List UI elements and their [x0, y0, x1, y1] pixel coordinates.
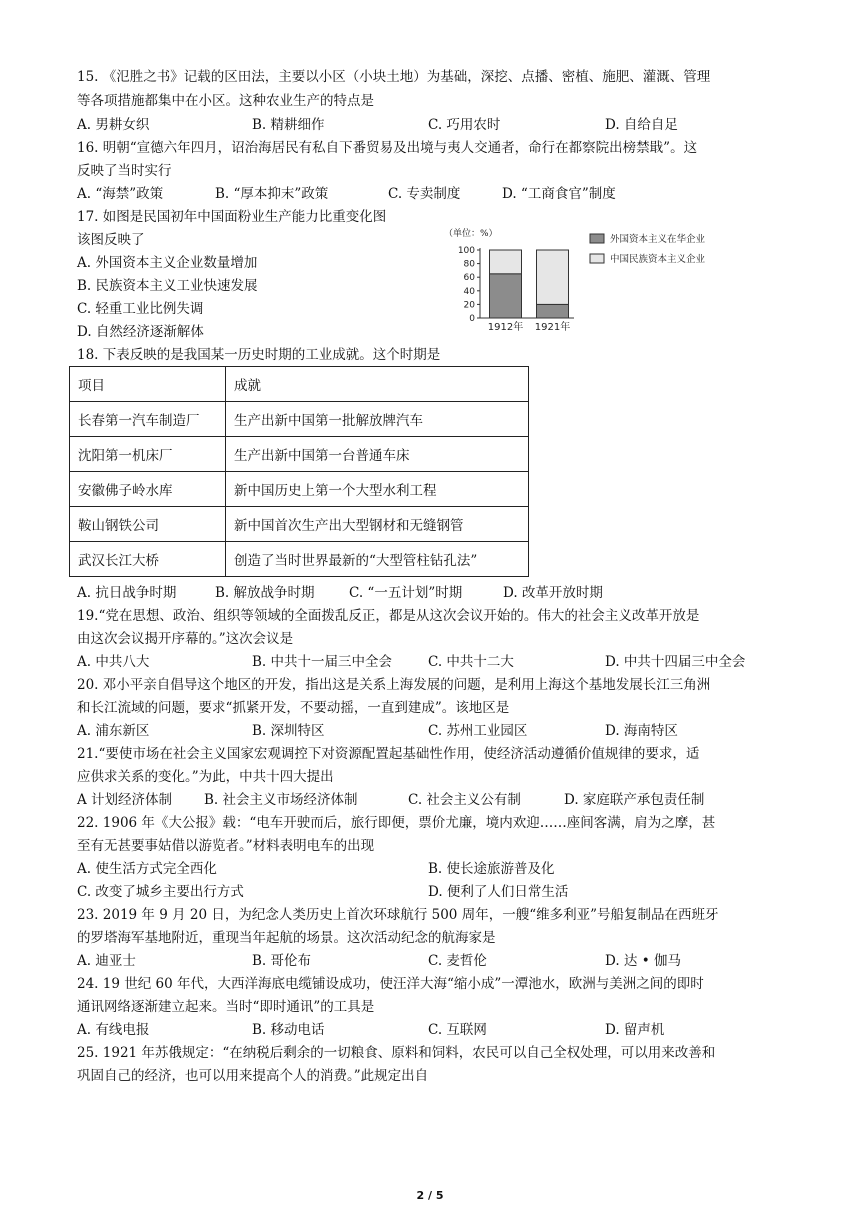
chart-legend-label: 中国民族资本主义企业	[610, 254, 706, 265]
q21-option-a[interactable]: A 计划经济体制	[77, 792, 173, 808]
q24-option-d[interactable]: D. 留声机	[605, 1022, 665, 1038]
q19-option-c[interactable]: C. 中共十二大	[428, 654, 514, 670]
q20-stem-line2: 和长江流域的问题，要求“抓紧开发，不要动摇，一直到建成”。该地区是	[77, 700, 510, 716]
q23-option-c[interactable]: C. 麦哲伦	[428, 953, 487, 969]
q18-option-a[interactable]: A. 抗日战争时期	[77, 585, 177, 601]
chart-legend	[590, 233, 706, 265]
q24-stem-line1: 24. 19 世纪 60 年代，大西洋海底电缆铺设成功，使汪洋大海“缩小成”一潭池水，欧洲与美洲之间的即时	[77, 976, 704, 992]
q22-options-row2	[77, 883, 787, 901]
chart-legend-swatch	[590, 254, 604, 263]
table-cell-achievement: 新中国历史上第一个大型水利工程	[226, 472, 529, 507]
q18-stem: 18. 下表反映的是我国某一历史时期的工业成就。这个时期是	[77, 347, 441, 363]
q24-stem-line2: 通讯网络逐渐建立起来。当时“即时通讯”的工具是	[77, 999, 375, 1015]
q24-option-a[interactable]: A. 有线电报	[77, 1022, 150, 1038]
chart-x-tick-label: 1912年	[487, 322, 524, 333]
q21-option-c[interactable]: C. 社会主义公有制	[408, 792, 521, 808]
q18-option-b[interactable]: B. 解放战争时期	[215, 585, 315, 601]
q20-option-b[interactable]: B. 深圳特区	[252, 723, 325, 739]
q17-option-d[interactable]: D. 自然经济逐渐解体	[77, 324, 204, 340]
table-header-item: 项目	[70, 367, 226, 402]
chart-bars	[490, 250, 569, 318]
q17-option-b[interactable]: B. 民族资本主义工业快速发展	[77, 278, 258, 294]
chart-unit-label: （单位：%）	[444, 229, 498, 239]
q16-stem-line1: 16. 明朝“宣德六年四月，诏治海居民有私自下番贸易及出境与夷人交通者，命行在都察院出榜禁戢”。这	[77, 140, 698, 156]
q15-option-c[interactable]: C. 巧用农时	[428, 117, 501, 133]
q16-option-c[interactable]: C. 专卖制度	[388, 186, 461, 202]
chart-y-tick-label: 60	[463, 273, 475, 284]
q25-stem-line1: 25. 1921 年苏俄规定：“在纳税后剩余的一切粮食、原料和饲料，农民可以自己全权处理，可以用来改善和	[77, 1045, 716, 1061]
chart-bar-segment	[537, 250, 569, 304]
q21-stem-line1: 21.“要使市场在社会主义国家宏观调控下对资源配置起基础性作用，使经济活动遵循价值规律的要求，适	[77, 746, 700, 762]
q15-option-d[interactable]: D. 自给自足	[605, 117, 678, 133]
q20-options	[77, 722, 787, 740]
q24-option-c[interactable]: C. 互联网	[428, 1022, 487, 1038]
chart-x-tick-label: 1921年	[534, 322, 571, 333]
q21-option-d[interactable]: D. 家庭联产承包责任制	[564, 792, 705, 808]
q24-options	[77, 1021, 787, 1039]
q15-option-b[interactable]: B. 精耕细作	[252, 117, 325, 133]
chart-y-tick-label: 20	[463, 300, 475, 311]
chart-legend-swatch	[590, 234, 604, 243]
q16-option-a[interactable]: A. “海禁”政策	[77, 186, 164, 202]
q15-stem-line2: 等各项措施都集中在小区。这种农业生产的特点是	[77, 93, 374, 109]
q20-option-a[interactable]: A. 浦东新区	[77, 723, 150, 739]
q15-options	[77, 116, 787, 134]
q19-stem-line1: 19.“党在思想、政治、组织等领域的全面拨乱反正，都是从这次会议开始的。伟大的社会主义改革开放是	[77, 608, 700, 624]
q25-stem-line2: 巩固自己的经济，也可以用来提高个人的消费。”此规定出自	[77, 1068, 429, 1084]
page-number: 2 / 5	[416, 1189, 444, 1202]
table-cell-achievement: 生产出新中国第一台普通车床	[226, 437, 529, 472]
table-cell-achievement: 生产出新中国第一批解放牌汽车	[226, 402, 529, 437]
chart-bar-segment	[490, 274, 522, 318]
table-row	[70, 542, 529, 577]
q21-stem-line2: 应供求关系的变化。”为此，中共十四大提出	[77, 769, 334, 785]
q15-stem-line1: 15. 《氾胜之书》记载的区田法，主要以小区（小块土地）为基础，深挖、点播、密植、施肥、灌溉、管理	[77, 69, 711, 85]
q20-option-d[interactable]: D. 海南特区	[605, 723, 678, 739]
q19-stem-line2: 由这次会议揭开序幕的。”这次会议是	[77, 631, 294, 647]
q20-option-c[interactable]: C. 苏州工业园区	[428, 723, 528, 739]
table-row	[70, 402, 529, 437]
q22-option-d[interactable]: D. 便利了人们日常生活	[428, 884, 569, 900]
q23-option-d[interactable]: D. 达 • 伽马	[605, 953, 681, 969]
flour-industry-capacity-chart	[440, 226, 770, 334]
q22-stem-line2: 至有无甚要事姑借以游览者。”材料表明电车的出现	[77, 838, 375, 854]
q20-stem-line1: 20. 邓小平亲自倡导这个地区的开发，指出这是关系上海发展的问题，是利用上海这个基地发展长江三角洲	[77, 677, 711, 693]
table-cell-achievement: 新中国首次生产出大型钢材和无缝钢管	[226, 507, 529, 542]
industrial-achievements-table	[69, 366, 529, 577]
table-cell-item: 鞍山钢铁公司	[70, 507, 226, 542]
q23-options	[77, 952, 787, 970]
table-header-achievement: 成就	[226, 367, 529, 402]
table-cell-achievement: 创造了当时世界最新的“大型管柱钻孔法”	[226, 542, 529, 577]
q22-options-row1	[77, 860, 787, 878]
q23-stem-line2: 的罗塔海军基地附近，重现当年起航的场景。这次活动纪念的航海家是	[77, 930, 496, 946]
table-row	[70, 437, 529, 472]
q19-options	[77, 653, 787, 671]
chart-y-tick-label: 40	[463, 286, 475, 297]
q17-option-c[interactable]: C. 轻重工业比例失调	[77, 301, 204, 317]
table-row	[70, 507, 529, 542]
q22-stem-line1: 22. 1906 年《大公报》载：“电车开驶而后，旅行即便，票价尤廉，境内欢迎……座间客满，肩为之摩，甚	[77, 815, 716, 831]
table-cell-item: 沈阳第一机床厂	[70, 437, 226, 472]
q17-stem-line2: 该图反映了	[77, 232, 145, 248]
q23-option-a[interactable]: A. 迪亚士	[77, 953, 136, 969]
table-row	[70, 472, 529, 507]
q24-option-b[interactable]: B. 移动电话	[252, 1022, 325, 1038]
q22-option-a[interactable]: A. 使生活方式完全西化	[77, 861, 217, 877]
q15-option-a[interactable]: A. 男耕女织	[77, 117, 150, 133]
chart-legend-label: 外国资本主义在华企业	[610, 234, 706, 245]
q16-option-b[interactable]: B. “厚本抑末”政策	[215, 186, 329, 202]
q21-options	[77, 791, 787, 809]
q17-option-a[interactable]: A. 外国资本主义企业数量增加	[77, 255, 258, 271]
q23-option-b[interactable]: B. 哥伦布	[252, 953, 312, 969]
q18-options	[77, 584, 787, 602]
q16-stem-line2: 反映了当时实行	[77, 163, 172, 179]
q18-option-c[interactable]: C. “一五计划”时期	[349, 585, 463, 601]
table-cell-item: 安徽佛子岭水库	[70, 472, 226, 507]
chart-bar-segment	[490, 250, 522, 274]
q18-option-d[interactable]: D. 改革开放时期	[503, 585, 603, 601]
table-cell-item: 武汉长江大桥	[70, 542, 226, 577]
chart-y-tick-label: 80	[463, 259, 475, 270]
table-header-row	[70, 367, 529, 402]
chart-y-tick-label: 100	[457, 246, 475, 256]
q19-option-d[interactable]: D. 中共十四届三中全会	[605, 654, 746, 670]
chart-bar-segment	[537, 304, 569, 318]
q22-option-b[interactable]: B. 使长途旅游普及化	[428, 861, 555, 877]
q16-options	[77, 185, 787, 203]
q23-stem-line1: 23. 2019 年 9 月 20 日，为纪念人类历史上首次环球航行 500 周年，一艘“维多利亚”号船复制品在西班牙	[77, 907, 719, 923]
table-cell-item: 长春第一汽车制造厂	[70, 402, 226, 437]
q21-option-b[interactable]: B. 社会主义市场经济体制	[204, 792, 358, 808]
q16-option-d[interactable]: D. “工商食官”制度	[502, 186, 616, 202]
q19-option-b[interactable]: B. 中共十一届三中全会	[252, 654, 393, 670]
chart-y-tick-label: 0	[469, 314, 475, 324]
q22-option-c[interactable]: C. 改变了城乡主要出行方式	[77, 884, 244, 900]
q19-option-a[interactable]: A. 中共八大	[77, 654, 150, 670]
q17-stem-line1: 17. 如图是民国初年中国面粉业生产能力比重变化图	[77, 209, 387, 225]
